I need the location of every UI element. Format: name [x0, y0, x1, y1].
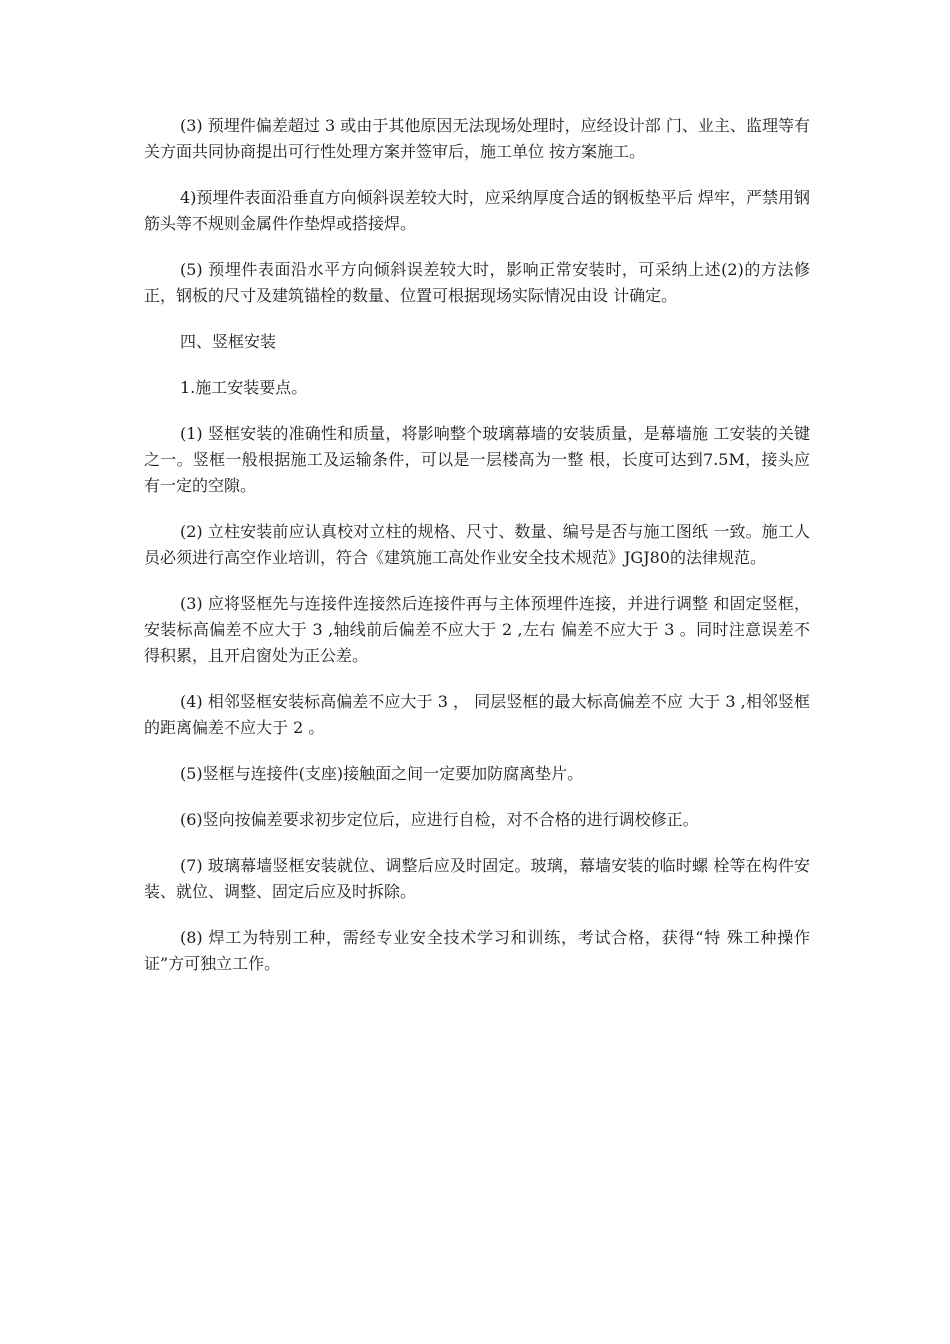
paragraph-5-anticorrosion-pad: (5)竖框与连接件(支座)接触面之间一定要加防腐离垫片。 — [180, 764, 584, 783]
paragraph-4-vertical-tilt: 4)预埋件表面沿垂直方向倾斜误差较大时，应采纳厚度合适的钢板垫平后 焊牢，严禁用钢筋头等不规则金属件作垫焊或搭接焊。 — [144, 188, 810, 233]
section-heading-mullion-installation: 四、竖框安装 — [180, 332, 277, 351]
paragraph-2-column-check: (2) 立柱安装前应认真校对立柱的规格、尺寸、数量、编号是否与施工图纸 一致。施工人员必须进行高空作业培训，符合《建筑施工高处作业安全技术规范》JGJ80的法律规范。 — [144, 522, 810, 567]
paragraph-5-horizontal-tilt: (5) 预埋件表面沿水平方向倾斜误差较大时，影响正常安装时，可采纳上述(2)的方法修正，钢板的尺寸及建筑锚栓的数量、位置可根据现场实际情况由设 计确定。 — [144, 260, 810, 305]
paragraph-4-adjacent-deviation: (4) 相邻竖框安装标高偏差不应大于 3 ， 同层竖框的最大标高偏差不应 大于 3 ,相邻竖框的距离偏差不应大于 2 。 — [144, 692, 810, 737]
paragraph-8-welder-certificate: (8) 焊工为特别工种，需经专业安全技术学习和训练，考试合格，获得“特 殊工种操作证”方可独立工作。 — [144, 928, 810, 973]
paragraph-1-accuracy: (1) 竖框安装的准确性和质量，将影响整个玻璃幕墙的安装质量，是幕墙施 工安装的关键之一。竖框一般根据施工及运输条件，可以是一层楼高为一整 根，长度可达到7.5M，接头应有一定的空隙。 — [144, 424, 810, 495]
subheading-installation-points: 1.施工安装要点。 — [180, 378, 308, 397]
paragraph-3-connection: (3) 应将竖框先与连接件连接然后连接件再与主体预埋件连接，并进行调整 和固定竖框，安装标高偏差不应大于 3 ,轴线前后偏差不应大于 2 ,左右 偏差不应大于 3 。同时注意误差不得积累，且开启窗处为正公差。 — [144, 594, 810, 665]
paragraph-3-embedded-part-deviation: (3) 预埋件偏差超过 3 或由于其他原因无法现场处理时，应经设计部 门、业主、监理等有关方面共同协商提出可行性处理方案并签审后，施工单位 按方案施工。 — [144, 116, 810, 161]
document-body — [144, 113, 810, 997]
paragraph-7-fixing: (7) 玻璃幕墙竖框安装就位、调整后应及时固定。玻璃，幕墙安装的临时螺 栓等在构件安装、就位、调整、固定后应及时拆除。 — [144, 856, 810, 901]
paragraph-6-self-inspection: (6)竖向按偏差要求初步定位后，应进行自检，对不合格的进行调校修正。 — [180, 810, 699, 829]
